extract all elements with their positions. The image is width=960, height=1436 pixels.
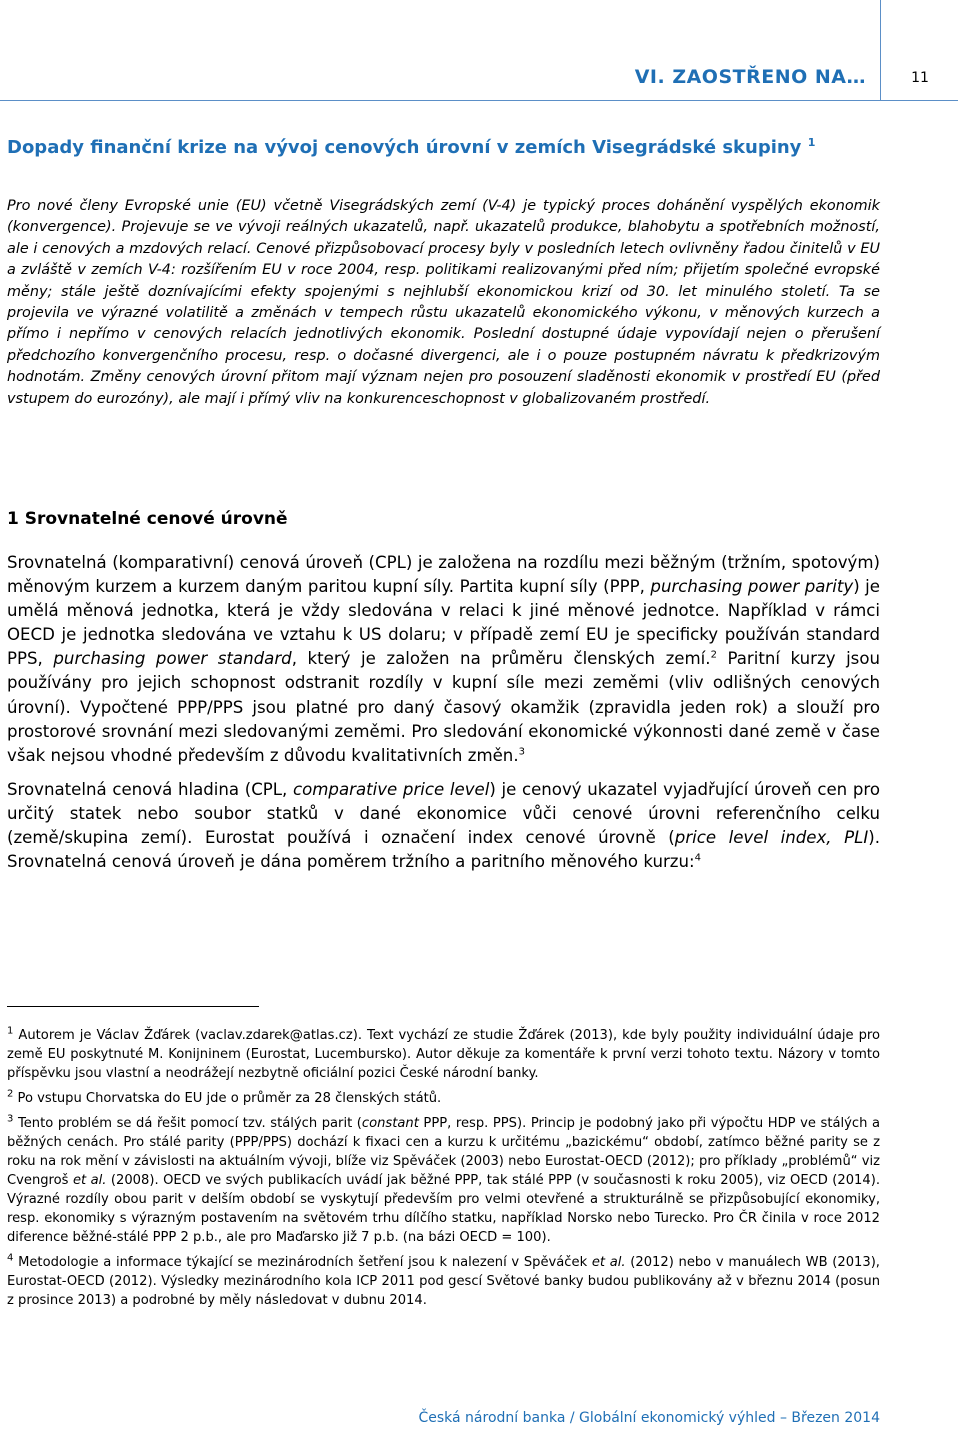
footnote-ref-2[interactable]: 2 xyxy=(710,649,717,661)
italic-term: constant xyxy=(361,1116,419,1131)
text-run: , který je založen na průměru členských zemí. xyxy=(291,649,711,669)
footnote-text: PPP, resp. PPS). Princip je podobný jako při výpočtu HDP ve stálých a běžných cenách. Pro stálé parity (PPP/PPS) dochází k fixaci cen a kurzu k určitému „bazickému“ období, zatímco běžné parity se z roku na rok mění v závislosti na aktuálním vývoji, blíže viz Spěváček (2003) nebo Eurostat-OECD (2012); pro příklady „problémů“ viz Cvengroš xyxy=(7,1116,881,1188)
footnote-text: (2008). OECD ve svých publikacích uvádí jak běžné PPP, tak stálé PPP (v současnosti k roku 2005), viz OECD (2014). Výrazné rozdíly obou parit v delším období se vyskytují především pro velmi otevřené a strukturálně se přizpůsobující ekonomiky, resp. ekonomiky s výrazným postavením na světovém trhu dílčího statku, například Norsko nebo Turecko. Pro ČR činila v roce 2012 diference běžné-stálé PPP 2 p.b., ale pro Maďarsko již 7 p.b. (na bázi OECD = 100). xyxy=(7,1173,880,1245)
text-run: ). Srovnatelná cenová úroveň je dána poměrem tržního a paritního měnového kurzu: xyxy=(7,828,880,872)
footnotes xyxy=(7,1026,880,1316)
page-footer: Česká národní banka / Globální ekonomický výhled – Březen 2014 xyxy=(418,1410,880,1426)
text-run: ) je cenový ukazatel vyjadřující úroveň cen pro určitý statek nebo soubor statků v dané ekonomice vůči cenové úrovni referenčního celku (země/skupina zemí). Eurostat používá i označení index cenové úrovně ( xyxy=(7,779,880,848)
header-divider xyxy=(0,100,958,101)
footnote-text: Po vstupu Chorvatska do EU jde o průměr za 28 členských států. xyxy=(17,1091,442,1106)
italic-term: et al. xyxy=(72,1173,107,1188)
footnote-number: 1 xyxy=(7,1025,14,1037)
footnote-3 xyxy=(7,1114,880,1247)
article-title-text: Dopady finanční krize na vývoj cenových úrovní v zemích Visegrádské skupiny xyxy=(7,137,802,158)
text-run: Srovnatelná (komparativní) cenová úroveň (CPL) je založena na rozdílu mezi běžným (tržním, spotovým) měnovým kurzem a kurzem daným paritou kupní síly. Partita kupní síly (PPP, xyxy=(7,553,880,597)
italic-term: comparative price level xyxy=(292,779,490,799)
article-lead: Pro nové členy Evropské unie (EU) včetně Visegrádských zemí (V-4) je typický proces dohánění vyspělých ekonomik (konvergence). Projevuje se ve vývoji reálných ukazatelů, např. ukazatelů produkce, blahobytu a spotřebních možností, ale i cenových a mzdových relací. Cenové přizpůsobovací procesy byly v posledních letech ovlivněny řadou činitelů v EU a zvláště v zemích V-4: rozšířením EU v roce 2004, resp. politikami realizovanými před ním; přijetím společné evropské měny; stále ještě doznívajícími efekty spojenými s nejhlubší ekonomickou krizí od 30. let minulého století. Ta se projevila ve výrazné volatilitě a změnách v tempech růstu ukazatelů ekonomického výkonu, v měnových kurzech a přímo i nepřímo v cenových relacích jednotlivých ekonomik. Poslední dostupné údaje vypovídají nejen o přerušení předchozího konvergenčního procesu, resp. o dočasné divergenci, ale i o pouze postupném návratu k předkrizovým hodnotám. Změny cenových úrovní přitom mají význam nejen pro posouzení sladěnosti ekonomik v prostředí EU (před vstupem do eurozóny), ale mají i přímý vliv na konkurenceschopnost v globalizovaném prostředí. xyxy=(7,198,880,407)
footnote-text: (2012) nebo v manuálech WB (2013), Eurostat-OECD (2012). Výsledky mezinárodního kola ICP 2011 pod gescí Světové banky budou publikovány až v březnu 2014 (posun z prosince 2013) a podrobné by měly následovat v dubnu 2014. xyxy=(7,1255,880,1308)
section-header-title: VI. ZAOSTŘENO NA… xyxy=(634,66,866,88)
italic-term: et al. xyxy=(591,1255,626,1270)
footnote-text: Metodologie a informace týkající se mezinárodních šetření jsou k nalezení v Spěváček xyxy=(18,1255,592,1270)
footnote-4 xyxy=(7,1253,880,1310)
italic-term: purchasing power parity xyxy=(650,577,854,597)
body-paragraph-1 xyxy=(7,551,880,768)
footnote-text: Autorem je Václav Žďárek (vaclav.zdarek@atlas.cz). Text vychází ze studie Žďárek (2013), kde byly použity individuální údaje pro země EU poskytnuté M. Konijninem (Eurostat, Lucembursko). Autor děkuje za komentáře k první verzi tohoto textu. Názory v tomto příspěvku jsou vlastní a neodrážejí nezbytně oficiální pozici České národní banky. xyxy=(7,1028,880,1081)
footnote-ref-4[interactable]: 4 xyxy=(694,852,701,864)
footnote-ref-3[interactable]: 3 xyxy=(518,746,525,758)
footnote-2 xyxy=(7,1089,880,1108)
page-number: 11 xyxy=(911,70,929,86)
text-run: Srovnatelná cenová hladina (CPL, xyxy=(7,779,293,799)
text-run: ) je umělá měnová jednotka, která je vždy sledována v relaci k jiné měnové jednotce. Například v rámci OECD je jednotka sledována ve vztahu k US dolaru; v případě zemí EU je specificky používán standard PPS, xyxy=(7,577,880,669)
footnote-number: 2 xyxy=(7,1088,14,1100)
body-paragraph-2 xyxy=(7,778,880,874)
header-vertical-divider xyxy=(880,0,881,100)
footnote-separator xyxy=(7,1006,259,1007)
article-title xyxy=(7,136,947,158)
section-heading: 1 Srovnatelné cenové úrovně xyxy=(7,509,288,529)
section-body xyxy=(7,551,880,884)
footnote-ref-1[interactable]: 1 xyxy=(807,136,816,149)
footnote-text: Tento problém se dá řešit pomocí tzv. stálých parit ( xyxy=(17,1116,362,1131)
footnote-number: 4 xyxy=(7,1252,14,1264)
text-run: Paritní kurzy jsou používány pro jejich schopnost odstranit rozdíly v kupní síle mezi zeměmi (vliv odlišných cenových úrovní). Vypočtené PPP/PPS jsou platné pro daný časový okamžik (zpravidla jeden rok) a slouží pro prostorové srovnání mezi sledovanými zeměmi. Pro sledování ekonomické výkonnosti dané země v čase však nejsou vhodné především z důvodu kvalitativních změn. xyxy=(7,649,881,765)
footnote-1 xyxy=(7,1026,880,1083)
italic-term: price level index, PLI xyxy=(674,828,869,848)
footnote-number: 3 xyxy=(7,1113,14,1125)
italic-term: purchasing power standard xyxy=(53,649,292,669)
